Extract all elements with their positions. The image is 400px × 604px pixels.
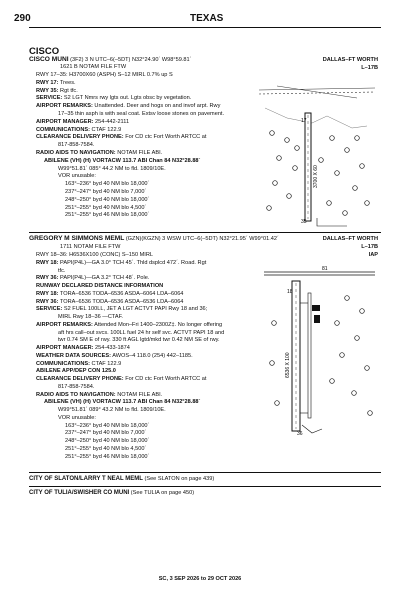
gregory-detail-line: CLEARANCE DELIVERY PHONE: For CD ctc Fort Worth ARTCC at (36, 376, 207, 382)
gregory-detail-line: COMMUNICATIONS: CTAF 122.9 (36, 360, 122, 367)
gregory-detail-line: WEATHER DATA SOURCES: AWOS–4 118.0 (254) 442–1185. (36, 352, 193, 359)
gregory-detail-line: 817-858-7584. (58, 383, 95, 390)
cross-ref-1-name: CITY OF SLATON/LARRY T NEAL MEML (29, 476, 143, 482)
cisco-rwy-top: 17 (301, 118, 307, 124)
cisco-detail-line: RADIO AIDS TO NAVIGATION: NOTAM FILE ABI. (36, 150, 163, 156)
section-divider-3 (29, 486, 381, 487)
gregory-detail-line: RWY 36: TORA–6536 TODA–6536 ASDA–6536 LDA–6064 (36, 298, 184, 305)
cisco-airport-diagram (257, 78, 377, 228)
cisco-detail-line: SERVICE: S2 LGT Nmrs rwy lgts out. Lgts obsc by vegetation. (36, 95, 192, 102)
gregory-detail-line: 251°–255° byd 40 NM blo 4,500´ (65, 445, 147, 452)
gregory-detail-line: SERVICE: S2 FUEL 100LL, JET A LGT ACTVT PAPI Rwy 18 and 36; (36, 306, 208, 313)
gregory-header-info: (GZN)(KGZN) 3 WSW UTC–6(–5DT) N32°21.95´ W99°01.42´ (125, 236, 279, 242)
gregory-detail-line: MIRL Rwy 18–36 —CTAF. (58, 314, 123, 320)
gregory-detail-line: 163°–236° byd 40 NM blo 18,000´ (65, 422, 150, 429)
header-rule (29, 27, 381, 28)
cisco-detail-line: 248°–250° byd 40 NM blo 18,000´ (65, 196, 150, 203)
gregory-detail-line: VOR unusable: (58, 414, 96, 421)
gregory-detail-line: tfc. (58, 267, 66, 274)
gregory-detail-line: RWY 18–36: H6536X100 (CONC) S–150 MIRL (36, 252, 154, 258)
cisco-line2: 1621 B NOTAM FILE FTW (60, 64, 127, 70)
cisco-detail-line: AIRPORT REMARKS: Unattended. Deer and hogs on and invof arpt. Rwy (36, 103, 221, 110)
section-divider-2 (29, 472, 381, 473)
cisco-rwy-bottom: 35 (301, 219, 307, 225)
cisco-detail-line: ABILENE (VH) (H) VORTACW 113.7 ABI Chan 84 N32°28.88´ (44, 157, 201, 164)
cisco-detail-line: RWY 17–35: H3700X60 (ASPH) S–12 MIRL 0.7% up S (36, 72, 173, 78)
gregory-detail-line: RWY 18: TORA–6536 TODA–6536 ASDA–6064 LDA–6064 (36, 290, 184, 297)
gregory-detail-line: 237°–247° byd 40 NM blo 7,000´ (65, 430, 147, 437)
cisco-detail-line: RWY 17: Trees. (36, 79, 76, 86)
cross-ref-2-name: CITY OF TULIA/SWISHER CO MUNI (29, 490, 130, 496)
gregory-iap: IAP (368, 252, 378, 258)
cisco-detail-line: RWY 35: Rgt tfc. (36, 87, 78, 94)
cisco-detail-line: 251°–255° byd 40 NM blo 4,500´ (65, 204, 147, 211)
cisco-detail-line: CLEARANCE DELIVERY PHONE: For CD ctc Fort Worth ARTCC at (36, 134, 207, 141)
gregory-chart-ref: L–17B (361, 244, 378, 250)
gregory-detail-line: ABILENE (VH) (H) VORTACW 113.7 ABI Chan 84 N32°28.88´ (44, 399, 201, 406)
gregory-rwy-top: 18 (287, 289, 293, 295)
cross-ref-1 (29, 476, 214, 484)
cisco-detail-line: 817-858-7584. (58, 142, 95, 149)
cisco-detail-line: 17–35 thin asph is with seal coat. Extsv loose stones on pavement. (58, 111, 225, 117)
gregory-detail-line: RWY 36: PAPI(P4L)—GA 3.2° TCH 48´. Pole. (36, 275, 150, 282)
gregory-rwy-bottom: 36 (297, 431, 303, 437)
gregory-detail-line: ABILENE APP/DEP CON 125.0 (36, 368, 116, 375)
cross-ref-2 (29, 490, 194, 498)
gregory-detail-line: 251°–255° byd 46 NM blo 18,000´ (65, 453, 150, 460)
cisco-header-info: (3F2) 3 N UTC–6(–5DT) N32°24.90´ W98°59.81´ (70, 57, 192, 63)
cross-ref-1-page[interactable]: (See SLATON on page 439) (144, 476, 215, 482)
gregory-detail-line: AIRPORT MANAGER: 254-433-1874 (36, 345, 130, 351)
gregory-detail-line: aft hrs call–out svcs. 100LL fuel 24 hr self svc. ACTVT PAPI 18 and (58, 329, 225, 336)
cisco-region: DALLAS–FT WORTH (322, 57, 378, 63)
gregory-detail-line: 248°–250° byd 40 NM blo 18,000´ (65, 438, 150, 444)
cisco-rwy-label: 3700 X 60 (313, 165, 319, 188)
gregory-detail-line: AIRPORT REMARKS: Attended Mon–Fri 1400–2300Z‡. No longer offering (36, 321, 223, 328)
gregory-header (29, 235, 279, 244)
gregory-region: DALLAS–FT WORTH (322, 236, 378, 242)
cisco-chart-ref: L–17B (361, 65, 378, 71)
gregory-detail-line: RUNWAY DECLARED DISTANCE INFORMATION (36, 283, 164, 289)
gregory-detail-line: RWY 18: PAPI(P4L)—GA 3.0° TCH 45´. Thld dsplcd 472´. Road. Rgt (36, 259, 207, 266)
gregory-title: GREGORY M SIMMONS MEML (29, 235, 125, 242)
cisco-detail-line: COMMUNICATIONS: CTAF 122.9 (36, 126, 122, 133)
cisco-detail-line: 251°–255° byd 46 NM blo 18,000´ (65, 212, 150, 219)
gregory-line2: 1711 NOTAM FILE FTW (60, 244, 121, 250)
cisco-detail-line: 237°–247° byd 40 NM blo 7,000´ (65, 189, 147, 195)
section-divider (29, 232, 381, 233)
cisco-detail-line: VOR unusable: (58, 173, 96, 180)
cisco-title: CISCO MUNI (29, 56, 69, 63)
gregory-detail-line: RADIO AIDS TO NAVIGATION: NOTAM FILE ABI. (36, 391, 163, 398)
cisco-detail-line: 163°–236° byd 40 NM blo 18,000´ (65, 181, 150, 188)
cisco-detail-line: W99°51.81´ 085° 44.2 NM to fld. 1809/10E. (58, 165, 166, 172)
gregory-rwy-label: 6536 X 100 (285, 352, 291, 378)
page-state: TEXAS (190, 13, 224, 24)
gregory-detail-line: twr 0.74 SM E of rwy. 330 ft AGL lgtd/mkd twr 0.42 NM SE of rwy. (58, 337, 220, 344)
cisco-detail-line: AIRPORT MANAGER: 254-442-2111 (36, 118, 130, 125)
gregory-road-label: 81 (322, 266, 328, 272)
city-heading: CISCO (29, 46, 60, 57)
cross-ref-2-page[interactable]: (See TULIA on page 450) (130, 490, 195, 496)
gregory-detail-line: W99°51.81´ 089° 43.2 NM to fld. 1809/10E. (58, 407, 166, 413)
footer-dates: SC, 3 SEP 2026 to 29 OCT 2026 (158, 576, 242, 582)
page-number: 290 (14, 13, 31, 24)
gregory-airport-diagram (262, 263, 377, 438)
